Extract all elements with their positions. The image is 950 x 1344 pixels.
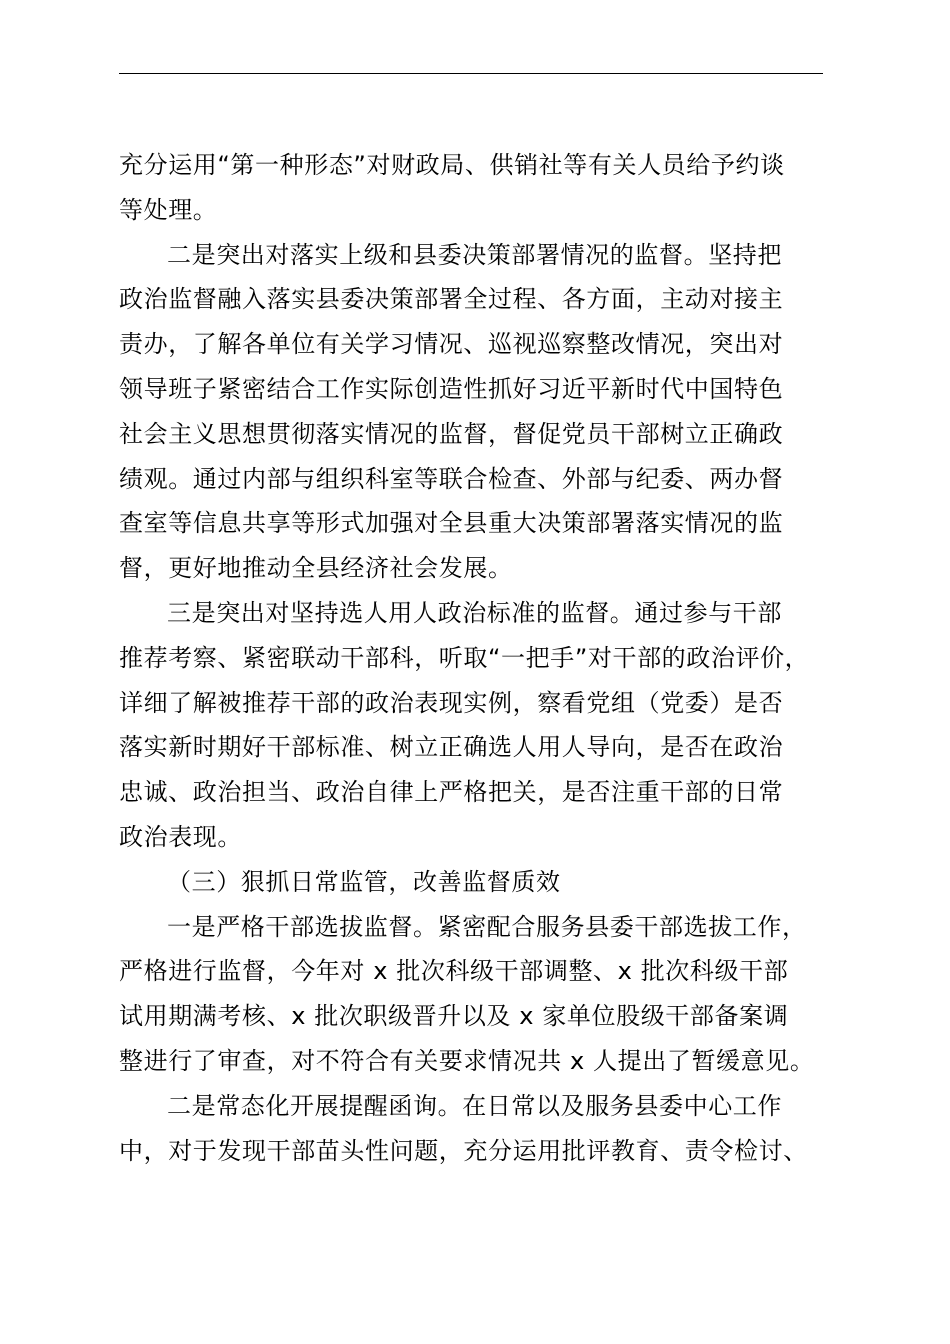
text-line: 领导班子紧密结合工作实际创造性抓好习近平新时代中国特色: [119, 374, 784, 403]
paragraph-start: 三是突出对坚持选人用人政治标准的监督。通过参与干部: [167, 598, 782, 627]
text-line: 中，对于发现干部苗头性问题，充分运用批评教育、责令检讨、: [119, 1136, 808, 1165]
text-line: 责办，了解各单位有关学习情况、巡视巡察整改情况，突出对: [119, 330, 784, 359]
paragraph-start: 二是突出对落实上级和县委决策部署情况的监督。坚持把: [167, 240, 782, 269]
paragraph-start: 一是严格干部选拔监督。紧密配合服务县委干部选拔工作，: [167, 912, 807, 941]
paragraph-start: 二是常态化开展提醒函询。在日常以及服务县委中心工作: [167, 1091, 782, 1120]
text-line: 充分运用“第一种形态”对财政局、供销社等有关人员给予约谈: [119, 151, 785, 179]
text-line: 政治表现。: [119, 822, 242, 851]
text-line: 查室等信息共享等形式加强对全县重大决策部署落实情况的监: [119, 509, 784, 538]
section-heading: （三）狠抓日常监管，改善监督质效: [167, 867, 561, 896]
document-body: [119, 143, 829, 1173]
text-line: 试用期满考核、x 批次职级晋升以及 x 家单位股级干部备案调: [119, 1002, 789, 1031]
text-line: 政治监督融入落实县委决策部署全过程、各方面，主动对接主: [119, 285, 784, 314]
text-line: 推荐考察、紧密联动干部科，听取“一把手”对干部的政治评价，: [119, 643, 810, 672]
text-line: 社会主义思想贯彻落实情况的监督，督促党员干部树立正确政: [119, 419, 784, 448]
text-line: 落实新时期好干部标准、树立正确选人用人导向，是否在政治: [119, 733, 784, 762]
text-line: 忠诚、政治担当、政治自律上严格把关，是否注重干部的日常: [119, 778, 784, 807]
text-line: 督，更好地推动全县经济社会发展。: [119, 554, 513, 583]
text-line: 等处理。: [119, 195, 218, 224]
header-rule: [119, 73, 823, 74]
text-line: 严格进行监督，今年对 x 批次科级干部调整、x 批次科级干部: [119, 957, 789, 986]
text-line: 整进行了审查，对不符合有关要求情况共 x 人提出了暂缓意见。: [119, 1046, 815, 1075]
text-line: 绩观。通过内部与组织科室等联合检查、外部与纪委、两办督: [119, 464, 784, 493]
text-line: 详细了解被推荐干部的政治表现实例，察看党组（党委）是否: [119, 688, 784, 717]
